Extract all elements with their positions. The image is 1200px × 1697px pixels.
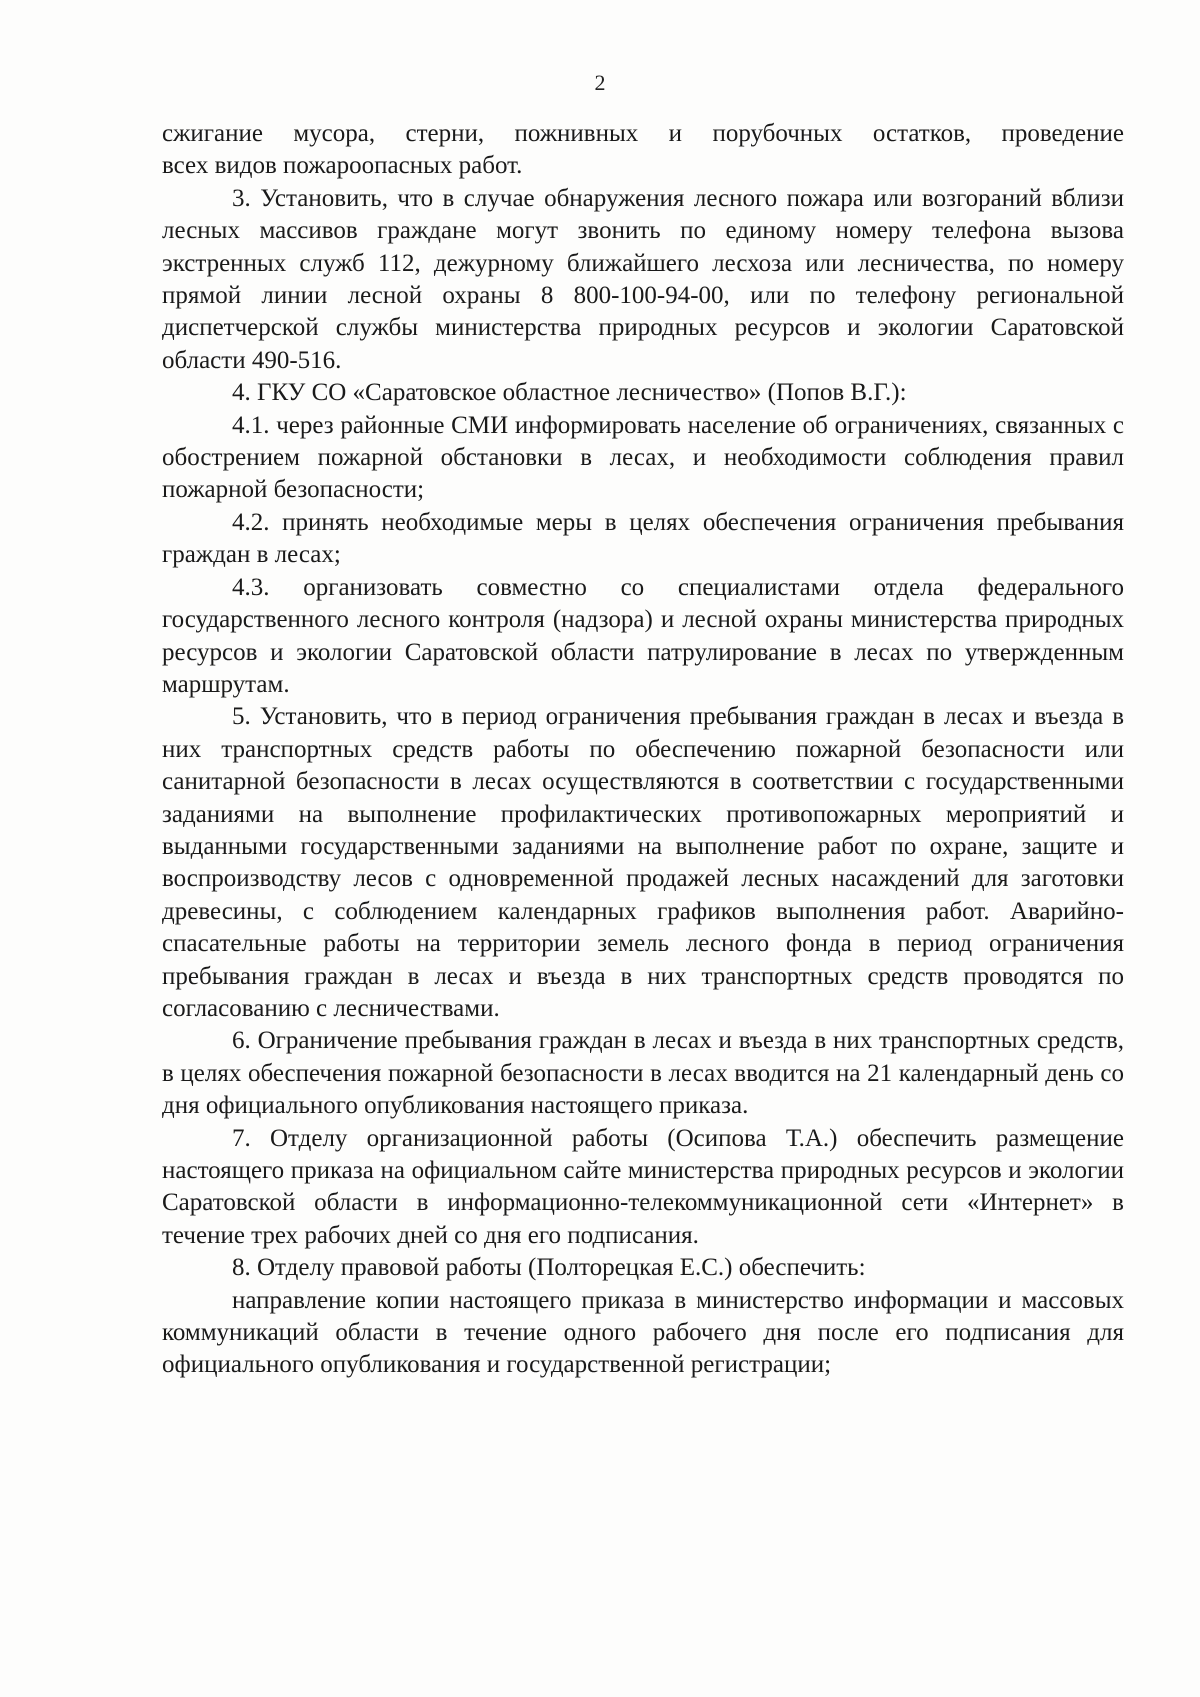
paragraph-item-3: 3. Установить, что в случае обнаружения лесного пожара или возгораний вблизи лесных массивов граждане могут звонить по единому номеру телефона вызова экстренных служб 112, дежурному ближайшего лесхоза или лесничества, по номеру прямой линии лесной охраны 8 800-100-94-00, или по телефону региональной диспетчерской службы министерства природных ресурсов и экологии Саратовской области 490-516. [162, 184, 1124, 374]
paragraph-item-6: 6. Ограничение пребывания граждан в лесах и въезда в них транспортных средств, в целях обеспечения пожарной безопасности в лесах вводится на 21 календарный день со дня официального опубликования настоящего приказа. [162, 1027, 1124, 1120]
paragraph-item-8: 8. Отделу правовой работы (Полторецкая Е.С.) обеспечить: [232, 1254, 866, 1282]
paragraph-item-4-2: 4.2. принять необходимые меры в целях обеспечения ограничения пребывания граждан в лесах; [162, 508, 1124, 569]
paragraph-continuation [162, 118, 1124, 183]
paragraph-item-4: 4. ГКУ СО «Саратовское областное лесничество» (Попов В.Г.): [232, 379, 907, 407]
paragraph-item-4-3: 4.3. организовать совместно со специалистами отдела федерального государственного лесного контроля (надзора) и лесной охраны министерства природных ресурсов и экологии Саратовской области патрулирование в лесах по утвержденным маршрутам. [162, 573, 1124, 698]
paragraph-line: сжигание мусора, стерни, пожнивных и порубочных остатков, проведение [162, 120, 1124, 147]
paragraph-item-7: 7. Отделу организационной работы (Осипова Т.А.) обеспечить размещение настоящего приказа на официальном сайте министерства природных ресурсов и экологии Саратовской области в информационно-телекоммуникационной сети «Интернет» в течение трех рабочих дней со дня его подписания. [162, 1124, 1124, 1249]
paragraph-item-4-1: 4.1. через районные СМИ информировать население об ограничениях, связанных с обострением пожарной обстановки в лесах, и необходимости соблюдения правил пожарной безопасности; [162, 411, 1124, 504]
paragraph-item-8-sub: направление копии настоящего приказа в министерство информации и массовых коммуникаций области в течение одного рабочего дня после его подписания для официального опубликования и государственной регистрации; [162, 1286, 1124, 1379]
page-number: 2 [594, 70, 606, 95]
document-body [162, 118, 1124, 1382]
paragraph-item-5: 5. Установить, что в период ограничения пребывания граждан в лесах и въезда в них транспортных средств работы по обеспечению пожарной безопасности или санитарной безопасности в лесах осуществляются в соответствии с государственными заданиями на выполнение профилактических противопожарных мероприятий и выданными государственными заданиями на выполнение работ по охране, защите и воспроизводству лесов с одновременной продажей лесных насаждений для заготовки древесины, с соблюдением календарных графиков выполнения работ. Аварийно-спасательные работы на территории земель лесного фонда в период ограничения пребывания граждан в лесах и въезда в них транспортных средств проводятся по согласованию с лесничествами. [162, 703, 1124, 1022]
paragraph-line: всех видов пожароопасных работ. [162, 152, 523, 180]
